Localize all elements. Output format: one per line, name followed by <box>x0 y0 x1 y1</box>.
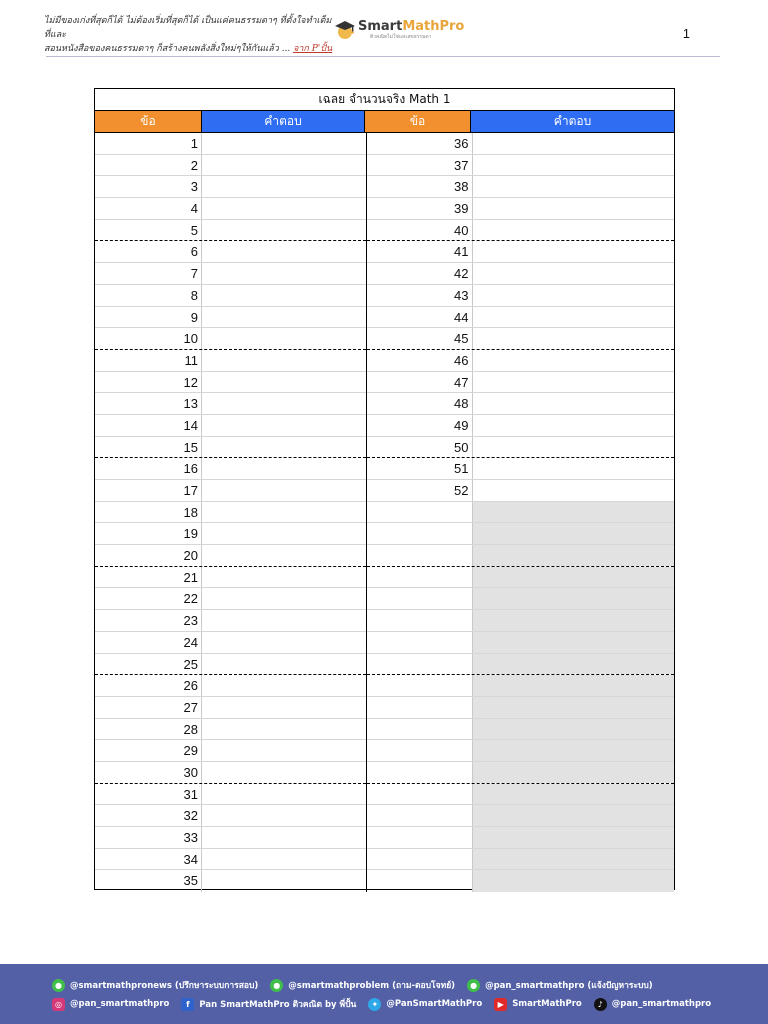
table-row <box>95 567 366 589</box>
answer-cell[interactable] <box>202 567 366 588</box>
logo-text-accent: MathPro <box>402 19 465 34</box>
right-column-group <box>367 133 675 892</box>
table-row <box>367 610 675 632</box>
answer-cell[interactable] <box>473 805 675 826</box>
answer-cell[interactable] <box>473 372 675 393</box>
answer-cell[interactable] <box>473 176 675 197</box>
social-link[interactable] <box>181 997 356 1011</box>
answer-cell[interactable] <box>202 458 366 479</box>
question-number: 7 <box>95 263 202 284</box>
table-row <box>95 198 366 220</box>
social-link[interactable] <box>52 998 169 1011</box>
page-header <box>0 0 768 58</box>
answer-cell[interactable] <box>202 241 366 262</box>
question-number: 42 <box>367 263 473 284</box>
social-link[interactable] <box>270 978 455 992</box>
answer-cell[interactable] <box>202 588 366 609</box>
table-row <box>367 241 675 263</box>
question-number: 6 <box>95 241 202 262</box>
question-number <box>367 654 473 675</box>
table-row <box>95 697 366 719</box>
table-row <box>367 654 675 676</box>
table-row <box>95 805 366 827</box>
answer-cell[interactable] <box>473 632 675 653</box>
answer-cell[interactable] <box>202 870 366 892</box>
table-row <box>367 502 675 524</box>
social-handle: @PanSmartMathPro <box>386 999 483 1009</box>
answer-cell[interactable] <box>473 393 675 414</box>
question-number <box>367 675 473 696</box>
answer-cell[interactable] <box>202 827 366 848</box>
table-row <box>95 632 366 654</box>
table-row <box>95 393 366 415</box>
table-row <box>95 155 366 177</box>
question-number: 52 <box>367 480 473 501</box>
answer-cell[interactable] <box>473 654 675 675</box>
answer-cell[interactable] <box>202 285 366 306</box>
social-handle: @pan_smartmathpro (แจ้งปัญหาระบบ) <box>485 981 653 991</box>
table-row <box>95 502 366 524</box>
answer-cell[interactable] <box>202 762 366 783</box>
question-number <box>367 567 473 588</box>
social-handle: @pan_smartmathpro <box>70 999 170 1009</box>
answer-cell[interactable] <box>473 198 675 219</box>
answer-cell[interactable] <box>202 502 366 523</box>
answer-cell[interactable] <box>202 545 366 566</box>
table-row <box>367 350 675 372</box>
table-row <box>367 719 675 741</box>
header-answer-right: คำตอบ <box>471 111 674 132</box>
logo-text-main: Smart <box>358 19 403 34</box>
answer-cell[interactable] <box>473 740 675 761</box>
table-row <box>95 762 366 784</box>
table-row <box>367 415 675 437</box>
line-icon: ● <box>52 979 65 992</box>
question-number: 15 <box>95 437 202 458</box>
twitter-icon: ✦ <box>368 998 381 1011</box>
question-number: 31 <box>95 784 202 805</box>
answer-cell[interactable] <box>202 437 366 458</box>
table-row <box>95 610 366 632</box>
question-number: 16 <box>95 458 202 479</box>
smartmathpro-logo <box>334 17 464 43</box>
table-row <box>367 523 675 545</box>
question-number: 45 <box>367 328 473 349</box>
table-row <box>95 523 366 545</box>
table-row <box>367 480 675 502</box>
table-row <box>95 654 366 676</box>
question-number: 29 <box>95 740 202 761</box>
question-number: 3 <box>95 176 202 197</box>
question-number <box>367 805 473 826</box>
answer-cell[interactable] <box>473 849 675 870</box>
answer-cell[interactable] <box>202 740 366 761</box>
question-number: 5 <box>95 220 202 241</box>
answer-cell[interactable] <box>202 372 366 393</box>
table-row <box>367 588 675 610</box>
table-row <box>95 133 366 155</box>
answer-cell[interactable] <box>202 784 366 805</box>
answer-cell[interactable] <box>473 437 675 458</box>
motto-line-2: สอนหนังสือของคนธรรมดาๆ ก็สร้างคนพลังสิ่งใหม่ๆให้กันแล้ว ... <box>44 44 291 54</box>
table-row <box>95 415 366 437</box>
table-row <box>367 328 675 350</box>
answer-cell[interactable] <box>202 220 366 241</box>
left-column-group <box>95 133 367 892</box>
question-number: 21 <box>95 567 202 588</box>
answer-cell[interactable] <box>473 784 675 805</box>
question-number <box>367 610 473 631</box>
question-number: 9 <box>95 307 202 328</box>
table-row <box>95 176 366 198</box>
question-number <box>367 719 473 740</box>
answer-cell[interactable] <box>473 350 675 371</box>
table-row <box>95 740 366 762</box>
question-number: 28 <box>95 719 202 740</box>
answer-cell[interactable] <box>202 849 366 870</box>
question-number: 22 <box>95 588 202 609</box>
question-number <box>367 827 473 848</box>
youtube-icon: ▶ <box>494 998 507 1011</box>
question-number: 13 <box>95 393 202 414</box>
answer-cell[interactable] <box>473 285 675 306</box>
table-row <box>95 263 366 285</box>
question-number: 30 <box>95 762 202 783</box>
header-number-left: ข้อ <box>95 111 202 132</box>
line-icon: ● <box>467 979 480 992</box>
question-number: 48 <box>367 393 473 414</box>
table-row <box>367 198 675 220</box>
table-row <box>367 545 675 567</box>
answer-cell[interactable] <box>202 415 366 436</box>
question-number: 23 <box>95 610 202 631</box>
table-row <box>367 307 675 329</box>
table-row <box>95 719 366 741</box>
question-number <box>367 545 473 566</box>
question-number: 50 <box>367 437 473 458</box>
table-row <box>367 632 675 654</box>
answer-cell[interactable] <box>473 567 675 588</box>
answer-cell[interactable] <box>202 697 366 718</box>
question-number: 49 <box>367 415 473 436</box>
question-number: 38 <box>367 176 473 197</box>
table-row <box>95 372 366 394</box>
table-row <box>367 176 675 198</box>
answer-cell[interactable] <box>473 762 675 783</box>
question-number: 24 <box>95 632 202 653</box>
answer-cell[interactable] <box>202 480 366 501</box>
table-row <box>95 458 366 480</box>
social-handle: @smartmathpronews (ปรึกษาระบบการสอบ) <box>70 981 259 991</box>
answer-sheet-table <box>94 88 675 890</box>
table-row <box>367 220 675 242</box>
social-link[interactable] <box>594 998 711 1011</box>
table-row <box>367 567 675 589</box>
question-number <box>367 697 473 718</box>
header-answer-left: คำตอบ <box>202 111 365 132</box>
answer-cell[interactable] <box>473 263 675 284</box>
table-row <box>95 350 366 372</box>
tiktok-icon: ♪ <box>594 998 607 1011</box>
footer-row-social <box>52 997 723 1011</box>
answer-cell[interactable] <box>473 610 675 631</box>
answer-cell[interactable] <box>473 328 675 349</box>
table-row <box>367 437 675 459</box>
answer-cell[interactable] <box>202 198 366 219</box>
table-row <box>95 480 366 502</box>
question-number: 43 <box>367 285 473 306</box>
table-header-row <box>95 111 674 133</box>
question-number <box>367 849 473 870</box>
question-number <box>367 740 473 761</box>
answer-cell[interactable] <box>202 307 366 328</box>
question-number: 47 <box>367 372 473 393</box>
question-number: 25 <box>95 654 202 675</box>
answer-cell[interactable] <box>473 502 675 523</box>
question-number: 44 <box>367 307 473 328</box>
table-row <box>367 285 675 307</box>
answer-cell[interactable] <box>473 415 675 436</box>
question-number: 26 <box>95 675 202 696</box>
logo-tagline: ติวคณิตไม่ใช่แค่เลขธรรมดา <box>370 34 432 40</box>
question-number: 46 <box>367 350 473 371</box>
table-row <box>367 393 675 415</box>
answer-cell[interactable] <box>202 155 366 176</box>
table-row <box>367 133 675 155</box>
answer-cell[interactable] <box>202 328 366 349</box>
page-number: 1 <box>682 26 690 41</box>
answer-cell[interactable] <box>473 133 675 154</box>
question-number <box>367 870 473 892</box>
answer-cell[interactable] <box>202 350 366 371</box>
answer-cell[interactable] <box>202 675 366 696</box>
table-row <box>95 307 366 329</box>
answer-cell[interactable] <box>473 480 675 501</box>
table-row <box>367 263 675 285</box>
answer-cell[interactable] <box>202 176 366 197</box>
question-number: 10 <box>95 328 202 349</box>
table-row <box>367 697 675 719</box>
question-number: 41 <box>367 241 473 262</box>
table-row <box>95 675 366 697</box>
social-handle: Pan SmartMathPro ติวคณิต by พี่ปั้น <box>199 1000 357 1010</box>
table-row <box>367 675 675 697</box>
graduation-cap-icon <box>334 19 356 41</box>
answer-cell[interactable] <box>473 458 675 479</box>
question-number <box>367 784 473 805</box>
motto-signature: จาก P'ปั้น <box>293 44 333 54</box>
table-row <box>95 849 366 871</box>
question-number: 40 <box>367 220 473 241</box>
table-row <box>367 870 675 892</box>
question-number: 33 <box>95 827 202 848</box>
table-row <box>367 155 675 177</box>
question-number: 20 <box>95 545 202 566</box>
table-row <box>95 588 366 610</box>
question-number: 12 <box>95 372 202 393</box>
answer-cell[interactable] <box>202 805 366 826</box>
question-number <box>367 502 473 523</box>
question-number <box>367 762 473 783</box>
question-number <box>367 523 473 544</box>
answer-cell[interactable] <box>202 263 366 284</box>
table-row <box>95 437 366 459</box>
question-number: 2 <box>95 155 202 176</box>
motto-text <box>44 14 334 56</box>
question-number: 32 <box>95 805 202 826</box>
answer-cell[interactable] <box>473 523 675 544</box>
question-number <box>367 588 473 609</box>
table-row <box>95 545 366 567</box>
answer-cell[interactable] <box>202 632 366 653</box>
question-number: 27 <box>95 697 202 718</box>
question-number: 14 <box>95 415 202 436</box>
social-link[interactable] <box>467 978 653 992</box>
question-number: 37 <box>367 155 473 176</box>
line-icon: ● <box>270 979 283 992</box>
social-handle: SmartMathPro <box>512 999 582 1009</box>
answer-cell[interactable] <box>473 719 675 740</box>
table-row <box>95 285 366 307</box>
question-number: 18 <box>95 502 202 523</box>
social-link[interactable] <box>494 998 582 1011</box>
question-number: 11 <box>95 350 202 371</box>
answer-cell[interactable] <box>202 610 366 631</box>
header-divider <box>46 56 720 57</box>
table-row <box>367 458 675 480</box>
social-footer <box>0 964 768 1024</box>
question-number: 36 <box>367 133 473 154</box>
answer-cell[interactable] <box>473 870 675 892</box>
answer-cell[interactable] <box>473 697 675 718</box>
answer-cell[interactable] <box>473 675 675 696</box>
question-number: 4 <box>95 198 202 219</box>
footer-row-contacts <box>52 978 665 992</box>
question-number: 35 <box>95 870 202 892</box>
question-number: 51 <box>367 458 473 479</box>
answer-cell[interactable] <box>202 719 366 740</box>
question-number: 1 <box>95 133 202 154</box>
table-row <box>95 241 366 263</box>
answer-cell[interactable] <box>473 827 675 848</box>
answer-cell[interactable] <box>202 654 366 675</box>
table-body <box>95 133 674 892</box>
table-row <box>367 784 675 806</box>
table-row <box>95 784 366 806</box>
header-number-right: ข้อ <box>365 111 471 132</box>
answer-cell[interactable] <box>473 307 675 328</box>
instagram-icon: ◎ <box>52 998 65 1011</box>
table-row <box>367 740 675 762</box>
answer-cell[interactable] <box>473 220 675 241</box>
question-number <box>367 632 473 653</box>
social-handle: @pan_smartmathpro <box>611 999 712 1009</box>
table-row <box>367 805 675 827</box>
table-row <box>367 372 675 394</box>
motto-line-1: ไม่มีของเก่งที่สุดก็ได้ ไม่ต้องเริ่มที่สุดก็ได้ เป็นแค่คนธรรมดาๆ ที่ตั้งใจทำเต็มที่และ <box>44 16 332 40</box>
question-number: 17 <box>95 480 202 501</box>
table-row <box>95 870 366 892</box>
table-row <box>367 849 675 871</box>
answer-cell[interactable] <box>473 588 675 609</box>
social-link[interactable] <box>368 998 482 1011</box>
social-handle: @smartmathproblem (ถาม-ตอบโจทย์) <box>288 981 456 991</box>
answer-cell[interactable] <box>202 133 366 154</box>
answer-cell[interactable] <box>473 545 675 566</box>
question-number: 8 <box>95 285 202 306</box>
facebook-icon: f <box>181 998 194 1011</box>
social-link[interactable] <box>52 978 258 992</box>
table-row <box>95 328 366 350</box>
table-row <box>367 762 675 784</box>
question-number: 19 <box>95 523 202 544</box>
answer-cell[interactable] <box>473 155 675 176</box>
table-row <box>95 827 366 849</box>
answer-cell[interactable] <box>202 393 366 414</box>
sheet-title: เฉลย จำนวนจริง Math 1 <box>95 89 674 111</box>
table-row <box>367 827 675 849</box>
answer-cell[interactable] <box>473 241 675 262</box>
answer-cell[interactable] <box>202 523 366 544</box>
table-row <box>95 220 366 242</box>
question-number: 39 <box>367 198 473 219</box>
question-number: 34 <box>95 849 202 870</box>
